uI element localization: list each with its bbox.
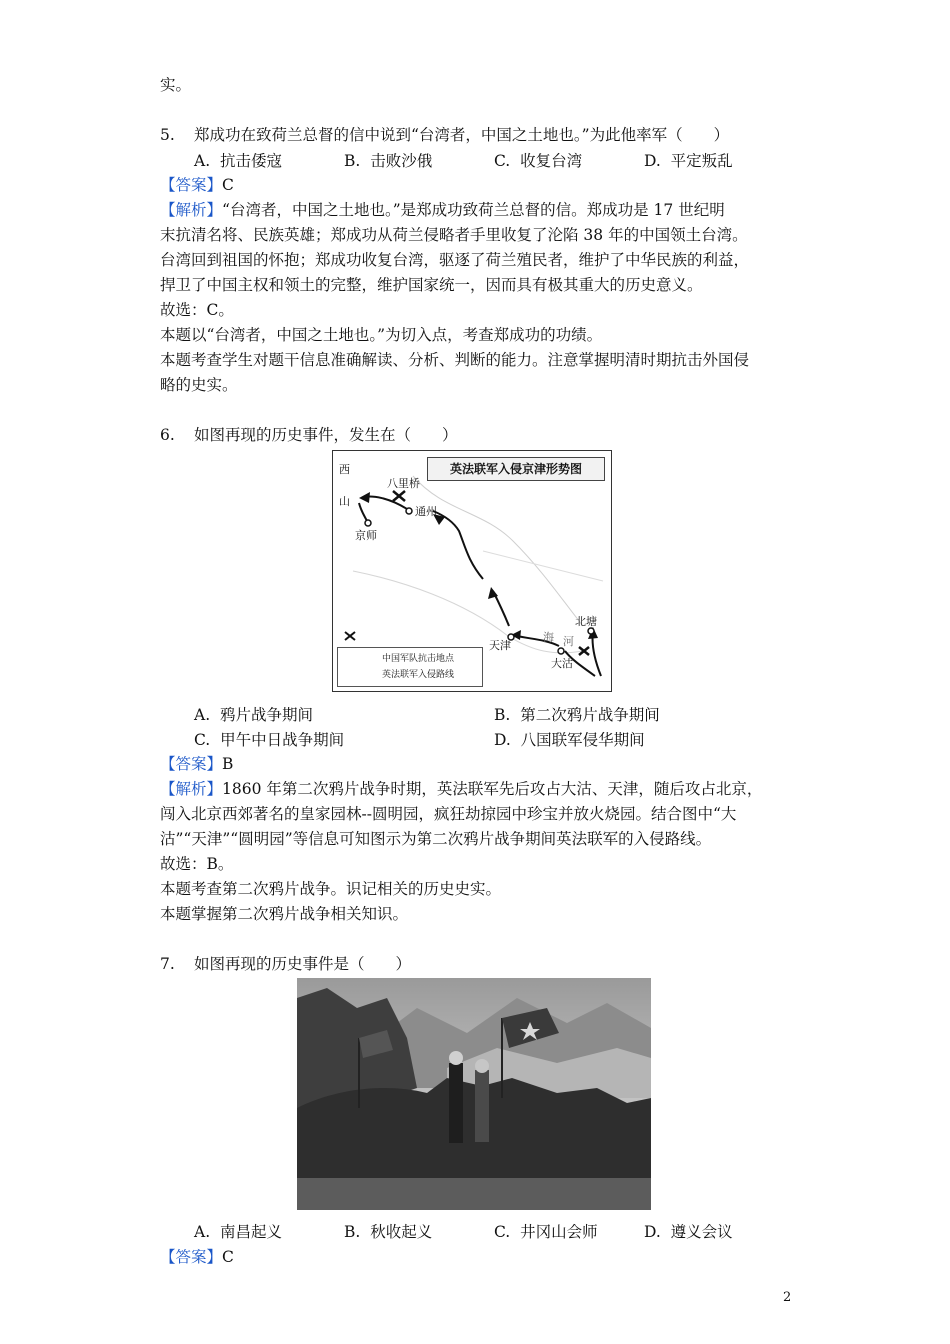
q6-number: 6. (160, 426, 175, 444)
map-label-xishan-1: 西 (339, 463, 350, 476)
q6-analysis-line-3: 沽”“天津”“圆明园”等信息可知图示为第二次鸦片战争期间英法联军的入侵路线。 (160, 830, 712, 848)
battle-marker-icon (393, 491, 405, 501)
q5-number: 5. (160, 126, 175, 144)
q5-analysis-line-2: 末抗清名将、民族英雄；郑成功从荷兰侵略者手里收复了沦陷 38 年的中国领土台湾。 (160, 226, 748, 244)
q7-stem: 如图再现的历史事件是（ ） (194, 955, 412, 973)
q5-option-c: C. 收复台湾 (494, 152, 583, 170)
map-label-jingshi: 京师 (355, 529, 377, 542)
city-dot-beitang (588, 628, 594, 634)
q6-analysis-line-2: 闯入北京西郊著名的皇家园林--圆明园，疯狂劫掠园中珍宝并放火烧园。结合图中“大 (160, 805, 737, 823)
figure-standing (449, 1063, 463, 1143)
city-dot-tongzhou (406, 508, 412, 514)
q5-stem: 郑成功在致荷兰总督的信中说到“台湾者，中国之土地也。”为此他率军（ ） (194, 126, 730, 144)
q5-analysis-line-4: 捍卫了中国主权和领土的完整，维护国家统一，因而具有极其重大的历史意义。 (160, 276, 703, 294)
q5-analysis-line-7: 本题考查学生对题干信息准确解读、分析、判断的能力。注意掌握明清时期抗击外国侵 (160, 351, 750, 369)
city-dot-jingshi (365, 520, 371, 526)
q7-option-a: A. 南昌起义 (194, 1223, 282, 1241)
q5-option-b: B. 击败沙俄 (344, 152, 433, 170)
q7-option-b: B. 秋收起义 (344, 1223, 433, 1241)
q6-option-d: D. 八国联军侵华期间 (494, 731, 645, 749)
q5-analysis-line-8: 略的史实。 (160, 376, 238, 394)
route-arrowhead (359, 492, 370, 503)
q5-analysis-line-1: 【解析】“台湾者，中国之土地也。”是郑成功致荷兰总督的信。郑成功是 17 世纪明 (160, 201, 725, 219)
q5-analysis-line-5: 故选：C。 (160, 301, 234, 319)
q6-analysis-line-5: 本题考查第二次鸦片战争。识记相关的历史史实。 (160, 880, 502, 898)
figure-head (475, 1059, 489, 1073)
q6-answer: 【答案】B (160, 755, 234, 773)
answer-tag: 【答案】 (160, 176, 223, 194)
answer-tag: 【答案】 (160, 1248, 223, 1266)
answer-tag: 【答案】 (160, 755, 223, 773)
legend-battle-label: 中国军队抗击地点 (382, 654, 455, 664)
analysis-tag: 【解析】 (160, 780, 223, 798)
q6-stem: 如图再现的历史事件，发生在（ ） (194, 426, 458, 444)
map-label-xishan-2: 山 (339, 495, 350, 508)
painting-figure (297, 978, 651, 1210)
map-figure (332, 450, 612, 692)
q7-option-c: C. 井冈山会师 (494, 1223, 598, 1241)
q6-option-b: B. 第二次鸦片战争期间 (494, 706, 660, 724)
legend-battle-icon (345, 632, 355, 640)
ground (297, 1178, 651, 1210)
map-label-beitang: 北塘 (575, 615, 597, 628)
route-to-jingshi (359, 503, 367, 521)
intro-tail: 实。 (160, 76, 192, 94)
q5-analysis-line-3: 台湾回到祖国的怀抱；郑成功收复台湾，驱逐了荷兰殖民者，维护了中华民族的利益， (160, 251, 750, 269)
q6-analysis-line-6: 本题掌握第二次鸦片战争相关知识。 (160, 905, 409, 923)
q6-option-c: C. 甲午中日战争期间 (194, 731, 345, 749)
q5-option-d: D. 平定叛乱 (644, 152, 733, 170)
q7-answer: 【答案】C (160, 1248, 234, 1266)
q6-option-a: A. 鸦片战争期间 (194, 706, 313, 724)
q5-analysis-line-6: 本题以“台湾者，中国之土地也。”为切入点，考查郑成功的功绩。 (160, 326, 603, 344)
map-label-tongzhou: 通州 (415, 505, 437, 518)
analysis-tag: 【解析】 (160, 201, 223, 219)
city-dot-dagu (558, 648, 564, 654)
q5-option-a: A. 抗击倭寇 (194, 152, 282, 170)
q7-option-d: D. 遵义会议 (644, 1223, 733, 1241)
q5-answer: 【答案】C (160, 176, 234, 194)
map-label-baliqiao: 八里桥 (387, 477, 420, 490)
map-label-haihe-2: 河 (563, 635, 574, 648)
q6-analysis-line-1: 【解析】1860 年第二次鸦片战争时期，英法联军先后攻占大沽、天津，随后攻占北京， (160, 780, 763, 798)
page-number: 2 (783, 1290, 792, 1305)
q7-number: 7. (160, 955, 175, 973)
figure-standing (475, 1070, 489, 1142)
map-label-tianjin: 天津 (489, 639, 511, 652)
map-label-haihe-1: 海 (543, 631, 554, 644)
figure-head (449, 1051, 463, 1065)
q6-analysis-line-4: 故选：B。 (160, 855, 234, 873)
map-legend (337, 647, 483, 687)
legend-route-label: 英法联军入侵路线 (382, 670, 455, 680)
map-label-dagu: 大沽 (551, 657, 573, 670)
terrain-line (483, 551, 603, 581)
map-title: 英法联军入侵京津形势图 (427, 457, 605, 481)
painting-illustration (297, 978, 651, 1210)
